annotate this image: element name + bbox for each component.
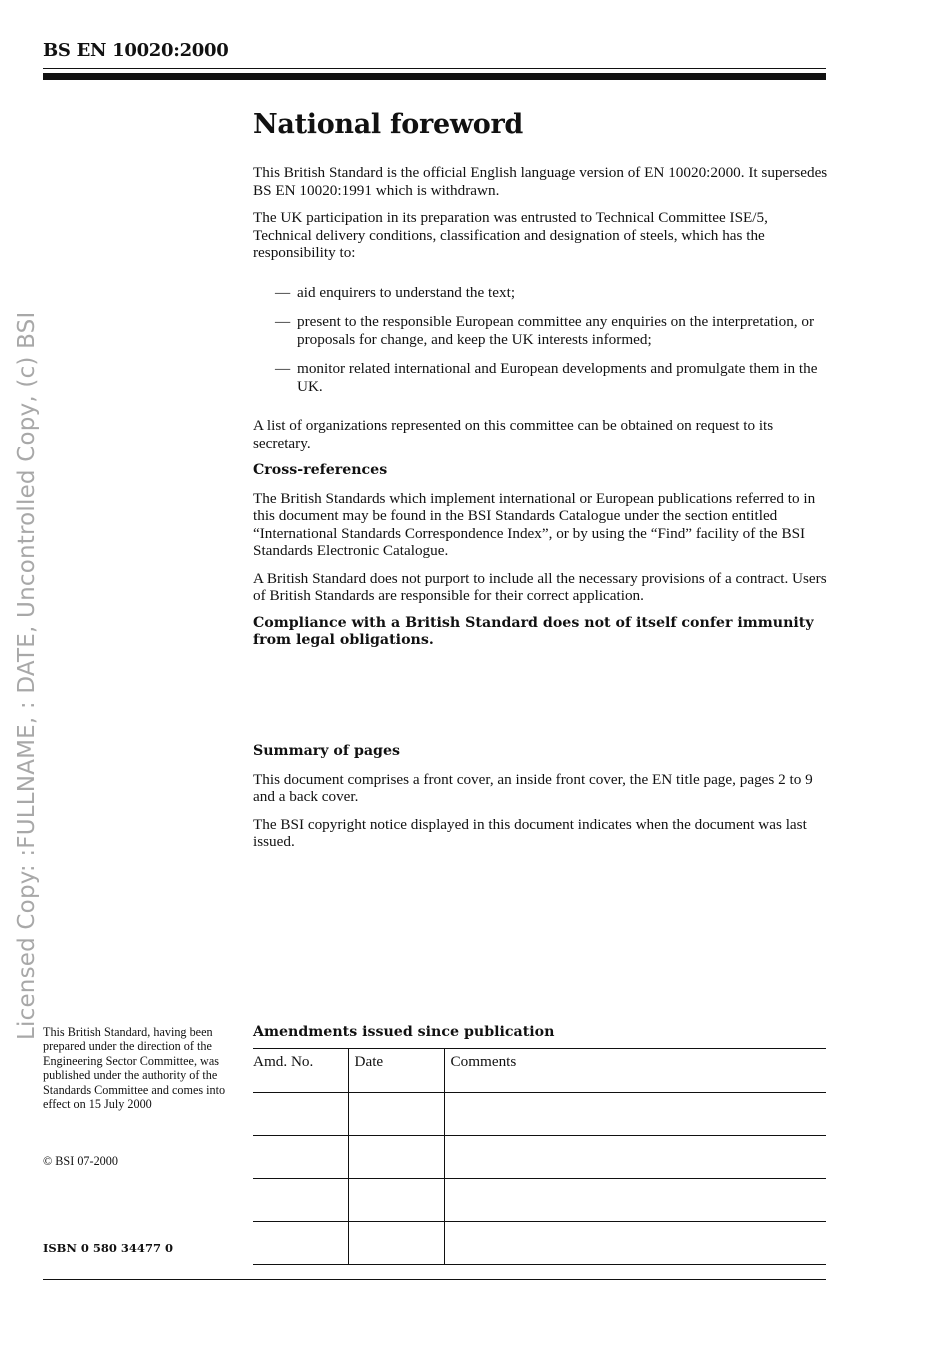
table-cell [348,1222,444,1265]
list-item-text: monitor related international and European developments and promulgate them in the UK. [297,360,818,395]
column-header-amd-no: Amd. No. [253,1049,348,1093]
table-header-row [253,1049,826,1093]
amendments-table [253,1048,826,1265]
header-rule-thin [43,68,826,69]
list-item [253,313,828,348]
standard-number: BS EN 10020:2000 [43,40,229,61]
watermark: Licensed Copy: :FULLNAME, : DATE, Uncontrolled Copy, (c) BSI [14,311,40,1040]
table-cell [253,1136,348,1179]
table-cell [253,1222,348,1265]
list-item-text: aid enquirers to understand the text; [297,283,516,301]
table-cell [253,1179,348,1222]
isbn-text: ISBN 0 580 34477 0 [43,1241,173,1255]
paragraph-cross-references: The British Standards which implement international or European publications referred to in this document may be found in the BSI Standards Catalogue under the section entitled “International Standards Correspondence Index”, or by using the “Find” facility of the BSI Standards Electronic Catalogue. [253,489,816,559]
compliance-note: Compliance with a British Standard does not of itself confer immunity from legal obligations. [253,614,814,648]
summary-section [253,743,828,861]
paragraph-provisions: A British Standard does not purport to include all the necessary provisions of a contract. Users of British Standards are responsible for their correct application. [253,569,827,604]
cross-references-heading: Cross-references [253,462,388,478]
paragraph-copyright-notice: The BSI copyright notice displayed in this document indicates when the document was last issued. [253,815,807,850]
column-header-date: Date [348,1049,444,1093]
paragraph-committee-list: A list of organizations represented on this committee can be obtained on request to its secretary. [253,417,774,452]
table-cell [444,1179,826,1222]
paragraph-participation: The UK participation in its preparation was entrusted to Technical Committee ISE/5, Technical delivery conditions, classification and designation of steels, which has the responsibility to: [253,209,768,261]
list-item [253,360,828,395]
list-item [253,284,828,302]
summary-heading: Summary of pages [253,743,400,759]
table-cell [444,1093,826,1136]
dash-bullet: — [275,360,291,377]
dash-bullet: — [275,313,291,330]
table-cell [444,1222,826,1265]
table-cell [444,1136,826,1179]
table-row [253,1093,826,1136]
table-cell [348,1136,444,1179]
table-cell [348,1093,444,1136]
table-row [253,1222,826,1265]
header-rule-thick [43,73,826,80]
national-foreword-section [253,108,828,660]
page-title: National foreword [253,109,523,140]
paragraph-supersedes: This British Standard is the official English language version of EN 10020:2000. It supersedes BS EN 10020:1991 which is withdrawn. [253,164,828,199]
footer-rule [43,1279,826,1280]
table-row [253,1179,826,1222]
publication-note: This British Standard, having been prepared under the direction of the Engineering Sector Committee, was published under the authority of the Standards Committee and comes into effect on 15 July 2000 [43,1025,226,1112]
copyright-text: © BSI 07-2000 [43,1154,118,1168]
table-cell [253,1093,348,1136]
dash-bullet: — [275,283,291,301]
responsibility-list [253,284,828,396]
column-header-comments: Comments [444,1049,826,1093]
amendments-title: Amendments issued since publication [253,1024,555,1040]
table-cell [348,1179,444,1222]
table-row [253,1136,826,1179]
paragraph-summary-pages: This document comprises a front cover, an inside front cover, the EN title page, pages 2 to 9 and a back cover. [253,770,813,805]
list-item-text: present to the responsible European committee any enquiries on the interpretation, or proposals for change, and keep the UK interests informed; [297,313,815,348]
